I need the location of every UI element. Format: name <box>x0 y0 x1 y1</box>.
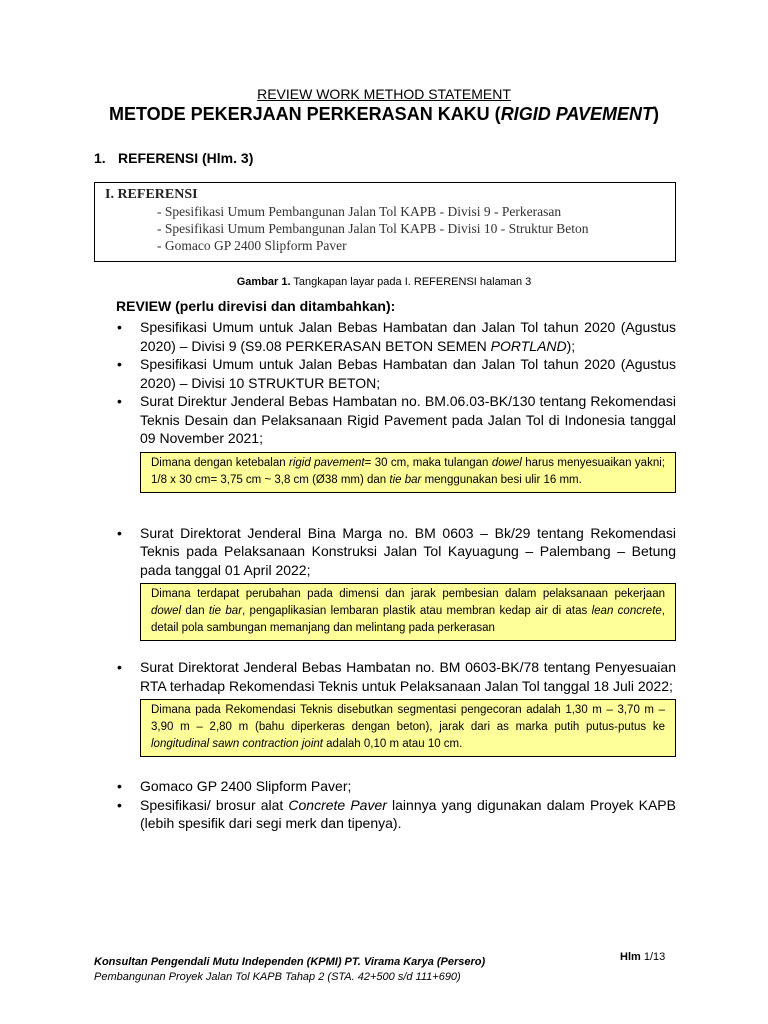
section-number: 1. <box>94 150 106 166</box>
list-item: • Spesifikasi Umum untuk Jalan Bebas Hambatan dan Jalan Tol tahun 2020 (Agustus 2020) – Divisi 10 STRUKTUR BETON; <box>116 355 676 392</box>
note-italic: rigid pavement <box>289 456 365 469</box>
item-text: lainnya yang digunakan dalam Proyek KAPB (lebih spesifik dari segi merk dan tipenya). <box>140 796 676 831</box>
caption-text: Tangkapan layar pada I. REFERENSI halaman 3 <box>290 276 532 288</box>
page-count: 1/13 <box>640 951 666 963</box>
note-text: Dimana dengan ketebalan <box>151 456 290 469</box>
highlight-note <box>140 583 676 641</box>
note-text: menggunakan besi ulir 16 mm. <box>421 473 582 486</box>
page-number <box>620 951 665 963</box>
note-text: harus menyesuaikan yakni; 1/8 x 30 cm= 3,75 cm ~ 3,8 cm (Ø38 mm) dan <box>151 456 665 486</box>
title-italic: RIGID PAVEMENT <box>500 104 654 124</box>
item-italic: Concrete Paver <box>288 796 387 813</box>
footer-consultant: Konsultan Pengendali Mutu Independen (KPMI) PT. Virama Karya (Persero) <box>94 956 486 968</box>
note-italic: tie bar <box>208 605 243 617</box>
note-text: , detail pola sambungan memanjang dan melintang pada perkerasan <box>151 605 665 634</box>
section-heading-referensi <box>94 150 253 166</box>
page-footer <box>94 955 485 985</box>
reference-line: - Gomaco GP 2400 Slipform Paver <box>157 238 347 253</box>
note-text: , pengaplikasian lembaran plastik atau membran kedap air di atas <box>242 605 592 617</box>
item-text: ); <box>566 337 576 354</box>
list-item: • Gomaco GP 2400 Slipform Paver; <box>116 777 676 796</box>
note-italic: dowel <box>491 456 522 469</box>
title-end: ) <box>653 104 660 124</box>
item-italic: PORTLAND <box>490 337 567 354</box>
title-main: METODE PEKERJAAN PERKERASAN KAKU ( <box>108 104 501 124</box>
document-title <box>0 104 768 125</box>
note-text: Dimana pada Rekomendasi Teknis disebutkan segmentasi pengecoran adalah 1,30 m – 3,70 m – 3,90 m – 2,80 m (bahu diperkeras dengan beton), jarak dari as marka putih putus-putus ke <box>151 704 665 733</box>
section-title: REFERENSI (Hlm. 3) <box>118 150 254 166</box>
note-italic: dowel <box>151 605 182 617</box>
list-item: • Surat Direktur Jenderal Bebas Hambatan no. BM.06.03-BK/130 tentang Rekomendasi Teknis Desain dan Pelaksanaan Rigid Pavement pada Jalan Tol di Indonesia tanggal 09 November 2021; <box>116 392 676 448</box>
note-text: dan <box>181 605 209 617</box>
figure-caption <box>0 276 768 288</box>
note-italic: lean concrete <box>591 605 662 617</box>
reference-screenshot-box <box>94 182 676 262</box>
page-label: Hlm <box>620 951 641 963</box>
list-item <box>116 796 676 833</box>
list-item: • Surat Direktorat Jenderal Bebas Hambatan no. BM 0603-BK/78 tentang Penyesuaian RTA terhadap Rekomendasi Teknis untuk Pelaksanaan Jalan Tol tanggal 18 Juli 2022; <box>116 658 676 695</box>
note-italic: tie bar <box>389 473 422 486</box>
review-list <box>116 318 676 833</box>
reference-box-title: I. REFERENSI <box>105 187 198 202</box>
document-subtitle: REVIEW WORK METHOD STATEMENT <box>257 86 511 102</box>
note-text: adalah 0,10 m atau 10 cm. <box>322 738 463 750</box>
highlight-note <box>140 699 676 757</box>
footer-project: Pembangunan Proyek Jalan Tol KAPB Tahap 2 (STA. 42+500 s/d 111+690) <box>94 971 461 983</box>
note-italic: longitudinal sawn contraction joint <box>151 738 323 750</box>
item-text: Spesifikasi Umum untuk Jalan Bebas Hambatan dan Jalan Tol tahun 2020 (Agustus 2020) – Divisi 9 (S9.08 PERKERASAN BETON SEMEN <box>140 319 676 354</box>
item-text: Spesifikasi/ brosur alat <box>140 796 289 813</box>
caption-label: Gambar 1. <box>236 276 291 288</box>
reference-line: - Spesifikasi Umum Pembangunan Jalan Tol KAPB - Divisi 10 - Struktur Beton <box>157 221 589 236</box>
highlight-note <box>140 452 676 493</box>
note-text: Dimana terdapat perubahan pada dimensi dan jarak pembesian dalam pelaksanaan pekerjaan <box>151 588 665 600</box>
reference-line: - Spesifikasi Umum Pembangunan Jalan Tol KAPB - Divisi 9 - Perkerasan <box>157 204 562 219</box>
list-item <box>116 318 676 355</box>
note-text: = 30 cm, maka tulangan <box>364 456 492 469</box>
review-heading: REVIEW (perlu direvisi dan ditambahkan): <box>116 298 396 314</box>
list-item: • Surat Direktorat Jenderal Bina Marga no. BM 0603 – Bk/29 tentang Rekomendasi Teknis pada Pelaksanaan Konstruksi Jalan Tol Kayuagung – Palembang – Betung pada tanggal 01 April 2022; <box>116 524 676 580</box>
